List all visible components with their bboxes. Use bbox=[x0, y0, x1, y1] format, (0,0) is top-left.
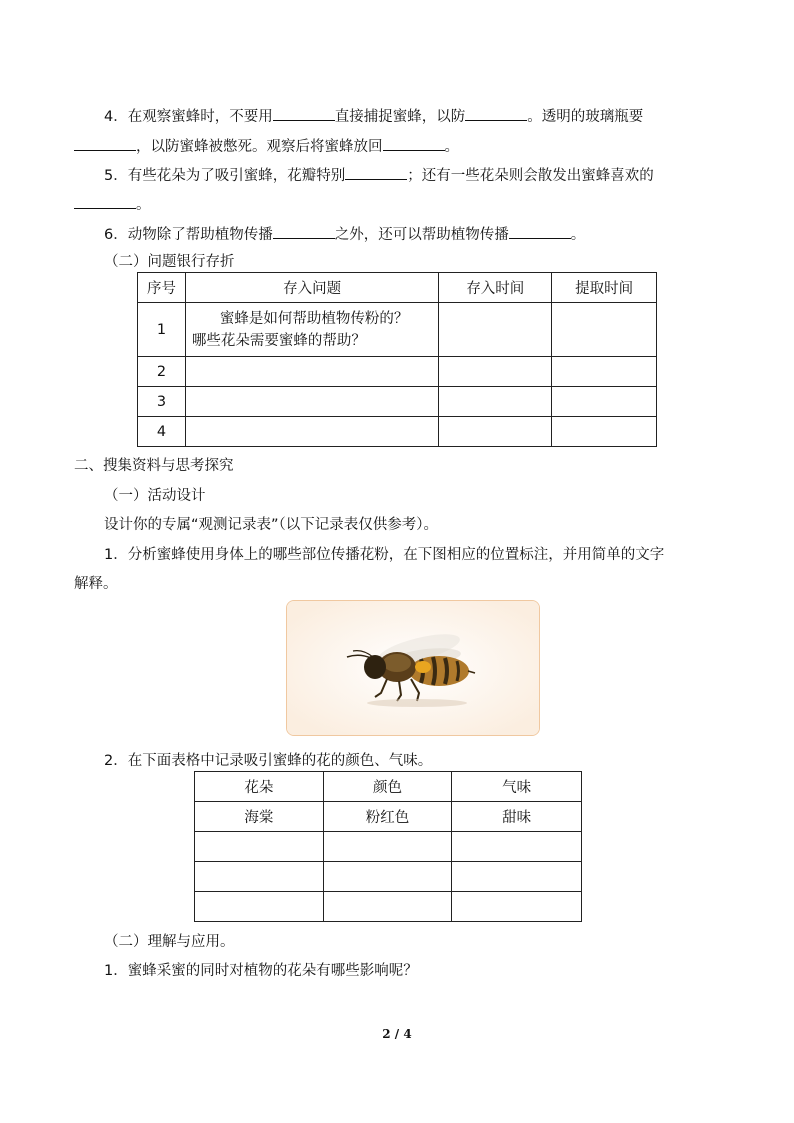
withdraw-time-cell[interactable] bbox=[552, 303, 657, 357]
color-cell[interactable] bbox=[323, 832, 452, 862]
withdraw-time-cell[interactable] bbox=[552, 387, 657, 417]
header-cell: 存入问题 bbox=[185, 273, 439, 303]
table-row bbox=[138, 417, 657, 447]
header-cell: 花朵 bbox=[195, 772, 324, 802]
understand-apply-title: （二）理解与应用。 bbox=[104, 934, 235, 950]
item-1-line-1: 1．分析蜜蜂使用身体上的哪些部位传播花粉，在下图相应的位置标注，并用简单的文字 bbox=[104, 547, 665, 563]
question-5-line-2: 。 bbox=[74, 193, 151, 215]
flower-cell[interactable] bbox=[195, 862, 324, 892]
question-cell[interactable] bbox=[185, 303, 439, 357]
item-1-line-2: 解释。 bbox=[74, 576, 118, 592]
answer-blank[interactable] bbox=[345, 164, 407, 180]
row-number: 1 bbox=[138, 303, 186, 357]
table-row bbox=[138, 303, 657, 357]
header-cell: 序号 bbox=[138, 273, 186, 303]
answer-blank[interactable] bbox=[383, 135, 445, 151]
smell-cell: 甜味 bbox=[452, 802, 582, 832]
table-row bbox=[138, 357, 657, 387]
question-cell[interactable] bbox=[185, 387, 439, 417]
question-4-line-2: ，以防蜜蜂被憋死。观察后将蜜蜂放回 。 bbox=[74, 135, 459, 157]
question-line: 蜜蜂是如何帮助植物传粉的？ bbox=[219, 310, 409, 327]
bee-photo bbox=[286, 600, 540, 736]
question-6: 6．动物除了帮助植物传播 之外，还可以帮助植物传播 。 bbox=[104, 223, 585, 245]
smell-cell[interactable] bbox=[452, 862, 582, 892]
question-4-line-1: 4．在观察蜜蜂时，不要用 直接捕捉蜜蜂，以防 。透明的玻璃瓶要 bbox=[104, 105, 643, 127]
understand-question-1: 1．蜜蜂采蜜的同时对植物的花朵有哪些影响呢？ bbox=[104, 963, 418, 979]
flower-record-table bbox=[194, 771, 582, 922]
row-number: 3 bbox=[138, 387, 186, 417]
row-number: 4 bbox=[138, 417, 186, 447]
header-cell: 存入时间 bbox=[439, 273, 552, 303]
color-cell[interactable] bbox=[323, 892, 452, 922]
deposit-time-cell[interactable] bbox=[439, 417, 552, 447]
table-row bbox=[195, 802, 582, 832]
withdraw-time-cell[interactable] bbox=[552, 417, 657, 447]
question-line: 哪些花朵需要蜜蜂的帮助？ bbox=[191, 332, 366, 349]
header-cell: 颜色 bbox=[323, 772, 452, 802]
flower-cell[interactable] bbox=[195, 892, 324, 922]
smell-cell[interactable] bbox=[452, 832, 582, 862]
color-cell: 粉红色 bbox=[323, 802, 452, 832]
table-row bbox=[138, 387, 657, 417]
question-bank-table bbox=[137, 272, 657, 447]
flower-cell[interactable] bbox=[195, 832, 324, 862]
table-header-row bbox=[138, 273, 657, 303]
table-header-row bbox=[195, 772, 582, 802]
activity-intro: 设计你的专属“观测记录表”（以下记录表仅供参考）。 bbox=[104, 517, 439, 533]
question-cell[interactable] bbox=[185, 417, 439, 447]
bee-illustration bbox=[287, 601, 539, 735]
table-row bbox=[195, 892, 582, 922]
answer-blank[interactable] bbox=[273, 105, 335, 121]
header-cell: 提取时间 bbox=[552, 273, 657, 303]
item-2: 2．在下面表格中记录吸引蜜蜂的花的颜色、气味。 bbox=[104, 753, 433, 769]
deposit-time-cell[interactable] bbox=[439, 357, 552, 387]
answer-blank[interactable] bbox=[465, 105, 527, 121]
answer-blank[interactable] bbox=[273, 223, 335, 239]
answer-blank[interactable] bbox=[74, 193, 136, 209]
flower-cell: 海棠 bbox=[195, 802, 324, 832]
page-number: 2 / 4 bbox=[382, 1027, 412, 1041]
answer-blank[interactable] bbox=[74, 135, 136, 151]
withdraw-time-cell[interactable] bbox=[552, 357, 657, 387]
deposit-time-cell[interactable] bbox=[439, 303, 552, 357]
table-row bbox=[195, 862, 582, 892]
question-5-line-1: 5．有些花朵为了吸引蜜蜂，花瓣特别 ；还有一些花朵则会散发出蜜蜂喜欢的 bbox=[104, 164, 654, 186]
activity-design-title: （一）活动设计 bbox=[104, 488, 206, 504]
smell-cell[interactable] bbox=[452, 892, 582, 922]
row-number: 2 bbox=[138, 357, 186, 387]
header-cell: 气味 bbox=[452, 772, 582, 802]
color-cell[interactable] bbox=[323, 862, 452, 892]
section-question-bank-title: （二）问题银行存折 bbox=[104, 254, 235, 270]
table-row bbox=[195, 832, 582, 862]
section-2-title: 二、搜集资料与思考探究 bbox=[74, 458, 234, 474]
question-cell[interactable] bbox=[185, 357, 439, 387]
deposit-time-cell[interactable] bbox=[439, 387, 552, 417]
answer-blank[interactable] bbox=[509, 223, 571, 239]
